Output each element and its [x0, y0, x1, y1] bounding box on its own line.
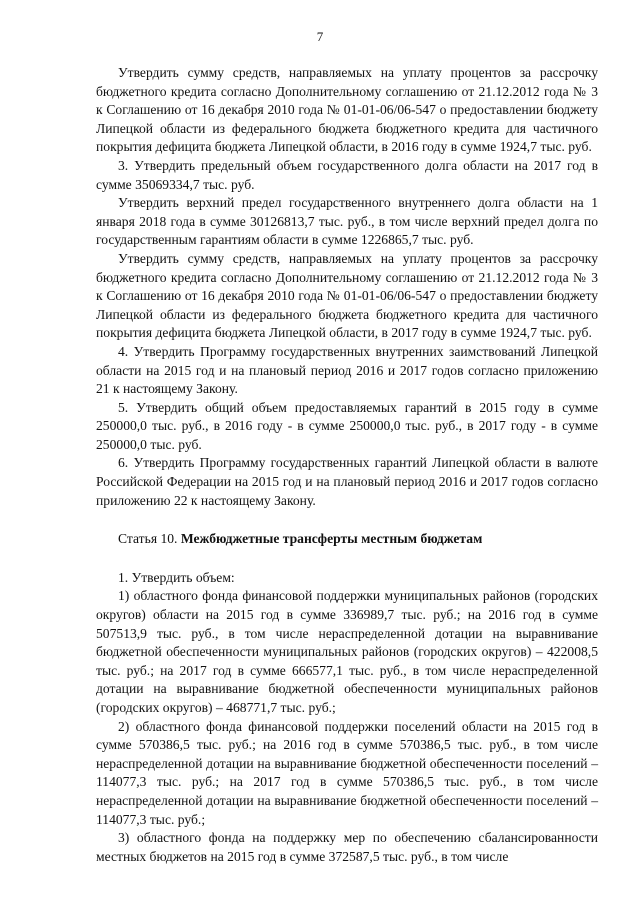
paragraph: 6. Утвердить Программу государственных гарантий Липецкой области в валюте Российской Федерации на 2015 год и на плановый период 2016 и 2017 годов согласно приложению 22 к настоящему Закону. [96, 455, 598, 508]
article-title: Межбюджетные трансферты местным бюджетам [180, 531, 483, 547]
paragraph: 3. Утвердить предельный объем государственного долга области на 2017 год в сумме 35069334,7 тыс. руб. [96, 157, 598, 192]
paragraph: 2) областного фонда финансовой поддержки поселений области на 2015 год в сумме 570386,5 тыс. руб.; на 2016 год в сумме 570386,5 тыс. руб., в том числе нераспределенной дотации на выравнивание бюджетной обеспеченности поселений – 114077,3 тыс. руб.; на 2017 год в сумме 570386,5 тыс. руб., в том числе нераспределенной дотации на выравнивание бюджетной обеспеченности поселений – 114077,3 тыс. руб.; [96, 718, 598, 827]
paragraph: 1. Утвердить объем: [118, 569, 235, 585]
paragraph: 5. Утвердить общий объем предоставляемых гарантий в 2015 году в сумме 250000,0 тыс. руб., в 2016 году - в сумме 250000,0 тыс. руб., в 2017 году - в сумме 250000,0 тыс. руб. [96, 399, 598, 452]
page-number: 7 [316, 29, 324, 44]
paragraph: Утвердить сумму средств, направляемых на уплату процентов за рассрочку бюджетного кредита согласно Дополнительному соглашению от 21.12.2012 года № 3 к Соглашению от 16 декабря 2010 года № 01-01-06/06-547 о предоставлении бюджету Липецкой области из федерального бюджета бюджетного кредита для частичного покрытия дефицита бюджета Липецкой области, в 2016 году в сумме 1924,7 тыс. руб. [96, 65, 598, 155]
paragraph: 4. Утвердить Программу государственных внутренних заимствований Липецкой области на 2015 год и на плановый период 2016 и 2017 годов согласно приложению 21 к настоящему Закону. [96, 343, 598, 397]
paragraph: 3) областного фонда на поддержку мер по обеспечению сбалансированности местных бюджетов на 2015 год в сумме 372587,5 тыс. руб., в том числе [96, 830, 598, 864]
paragraph: Утвердить сумму средств, направляемых на уплату процентов за рассрочку бюджетного кредита согласно Дополнительному соглашению от 21.12.2012 года № 3 к Соглашению от 16 декабря 2010 года № 01-01-06/06-547 о предоставлении бюджету Липецкой области из федерального бюджета бюджетного кредита для частичного покрытия дефицита бюджета Липецкой области, в 2017 году в сумме 1924,7 тыс. руб. [96, 250, 598, 341]
paragraph: Утвердить верхний предел государственного внутреннего долга области на 1 января 2018 года в сумме 30126813,7 тыс. руб., в том числе верхний предел долга по государственным гарантиям области в сумме 1226865,7 тыс. руб. [96, 195, 598, 248]
article-heading [96, 530, 598, 549]
document-body [96, 64, 598, 866]
article-number: Статья 10. [118, 531, 181, 547]
paragraph: 1) областного фонда финансовой поддержки муниципальных районов (городских округов) области на 2015 год в сумме 336989,7 тыс. руб.; на 2016 год в сумме 507513,9 тыс. руб., в том числе нераспределенной дотации на выравнивание бюджетной обеспеченности муниципальных районов (городских округов) – 422008,5 тыс. руб.; на 2017 год в сумме 666577,1 тыс. руб., в том числе нераспределенной дотации на выравнивание бюджетной обеспеченности муниципальных районов (городских округов) – 468771,7 тыс. руб.; [96, 588, 598, 715]
